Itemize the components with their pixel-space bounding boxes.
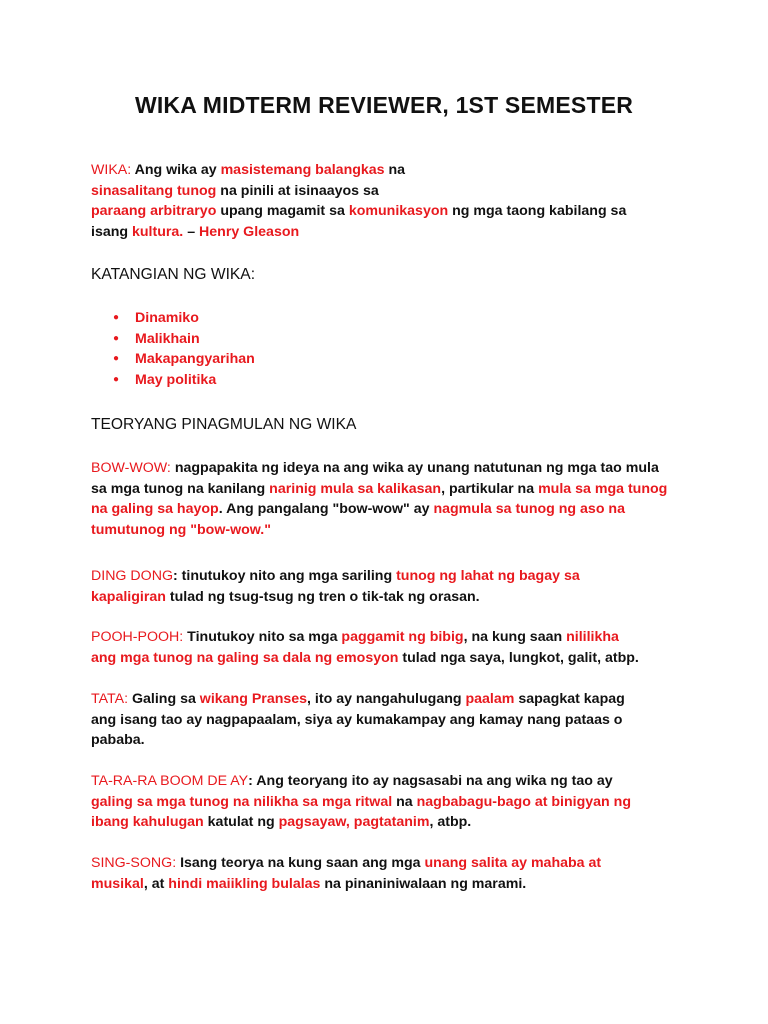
body-text: na xyxy=(384,162,406,178)
list-item-label: May politika xyxy=(135,371,217,388)
body-text: Ang wika ay xyxy=(131,162,221,178)
body-text: na xyxy=(392,793,417,810)
wika-definition xyxy=(91,160,691,242)
list-item-label: Makapangyarihan xyxy=(135,351,255,367)
highlight-text: nagbabagu-bago at binigyan ng xyxy=(416,793,631,810)
list-item xyxy=(91,308,255,329)
highlight-text: Henry Gleason xyxy=(199,223,300,240)
body-text: nagpapakita ng ideya na ang wika ay unang natutunan ng mga tao mula xyxy=(170,460,659,476)
highlight-text: paraang arbitraryo xyxy=(91,203,217,219)
highlight-text: galing sa mga tunog na nilikha sa mga ritwal xyxy=(91,793,393,810)
body-text: , ito ay nangahulugang xyxy=(307,691,466,707)
katangian-heading: KATANGIAN NG WIKA: xyxy=(91,266,256,283)
highlight-text: DING DONG xyxy=(91,568,173,584)
highlight-text: BOW-WOW: xyxy=(91,460,171,476)
list-item xyxy=(91,329,255,350)
list-item xyxy=(91,349,255,370)
body-text: upang magamit sa xyxy=(216,203,349,219)
teorya-heading: TEORYANG PINAGMULAN NG WIKA xyxy=(91,416,357,433)
theory-pooh-pooh xyxy=(91,627,691,668)
highlight-text: paggamit ng bibig xyxy=(341,629,464,645)
document-title: WIKA MIDTERM REVIEWER, 1ST SEMESTER xyxy=(134,92,634,118)
body-text: Isang teorya na kung saan ang mga xyxy=(176,855,425,871)
body-text: na pinili at isinaayos sa xyxy=(216,182,379,199)
body-text: pababa. xyxy=(91,732,145,748)
list-item-label: Dinamiko xyxy=(135,310,199,326)
highlight-text: musikal xyxy=(91,875,144,892)
theory-ding-dong xyxy=(91,566,691,607)
body-text: , atbp. xyxy=(429,814,472,830)
body-text: . Ang pangalang "bow-wow" ay xyxy=(218,501,434,517)
bullet-icon: ● xyxy=(113,312,120,323)
body-text: , na kung saan xyxy=(463,629,567,645)
highlight-text: unang salita ay mahaba at xyxy=(424,855,602,871)
highlight-text: sinasalitang tunog xyxy=(91,182,217,199)
body-text: : tinutukoy nito ang mga sariling xyxy=(172,568,397,584)
highlight-text: na galing sa hayop xyxy=(91,501,219,517)
highlight-text: POOH-POOH: xyxy=(91,629,184,645)
body-text: : Ang teoryang ito ay nagsasabi na ang wika ng tao ay xyxy=(248,773,613,789)
highlight-text: masistemang balangkas xyxy=(220,162,385,178)
highlight-text: mula sa mga tunog xyxy=(538,480,668,497)
highlight-text: WIKA: xyxy=(91,162,132,178)
highlight-text: TA-RA-RA BOOM DE AY xyxy=(91,773,249,789)
bullet-icon: ● xyxy=(113,373,120,385)
highlight-text: ibang kahulugan xyxy=(91,814,204,830)
bullet-icon: ● xyxy=(113,353,120,364)
body-text: tulad nga saya, lungkot, galit, atbp. xyxy=(398,649,639,666)
body-text: na pinaniniwalaan ng marami. xyxy=(320,875,527,892)
body-text: Tinutukoy nito sa mga xyxy=(183,629,342,645)
body-text: sapagkat kapag xyxy=(514,691,625,707)
body-text: ang isang tao ay nagpapaalam, siya ay kumakampay ang kamay nang pataas o xyxy=(91,711,623,728)
highlight-text: hindi maiikling bulalas xyxy=(168,875,321,892)
body-text: Galing sa xyxy=(128,691,200,707)
highlight-text: TATA: xyxy=(91,691,129,707)
highlight-text: tunog ng lahat ng bagay sa xyxy=(396,568,580,584)
highlight-text: ang mga tunog na galing sa dala ng emosyon xyxy=(91,649,399,666)
highlight-text: kapaligiran xyxy=(91,588,166,605)
body-text: tulad ng tsug-tsug ng tren o tik-tak ng orasan. xyxy=(165,588,480,605)
bullet-icon: ● xyxy=(113,332,120,344)
body-text: katulat ng xyxy=(203,814,279,830)
theory-ta-ra-ra-boom-de-ay xyxy=(91,771,691,833)
highlight-text: tumutunog ng "bow-wow." xyxy=(91,521,271,538)
highlight-text: SING-SONG: xyxy=(91,855,177,871)
highlight-text: paalam xyxy=(465,691,515,707)
katangian-list xyxy=(91,308,255,390)
body-text: isang xyxy=(91,223,132,240)
body-text: ng mga taong kabilang sa xyxy=(448,203,627,219)
highlight-text: komunikasyon xyxy=(348,203,449,219)
highlight-text: nililikha xyxy=(566,629,619,645)
highlight-text: pagsayaw, pagtatanim xyxy=(278,814,430,830)
body-text: , partikular na xyxy=(441,480,539,497)
list-item xyxy=(91,370,255,391)
body-text: , at xyxy=(143,875,169,892)
list-item-label: Malikhain xyxy=(135,330,200,347)
highlight-text: wikang Pranses xyxy=(199,691,308,707)
theory-bow-wow xyxy=(91,458,691,540)
body-text: – xyxy=(183,223,200,240)
theory-sing-song xyxy=(91,853,691,894)
body-text: sa mga tunog na kanilang xyxy=(91,480,270,497)
highlight-text: kultura. xyxy=(132,223,184,240)
theory-tata xyxy=(91,689,691,751)
highlight-text: nagmula sa tunog ng aso na xyxy=(433,501,625,517)
highlight-text: narinig mula sa kalikasan xyxy=(269,480,442,497)
